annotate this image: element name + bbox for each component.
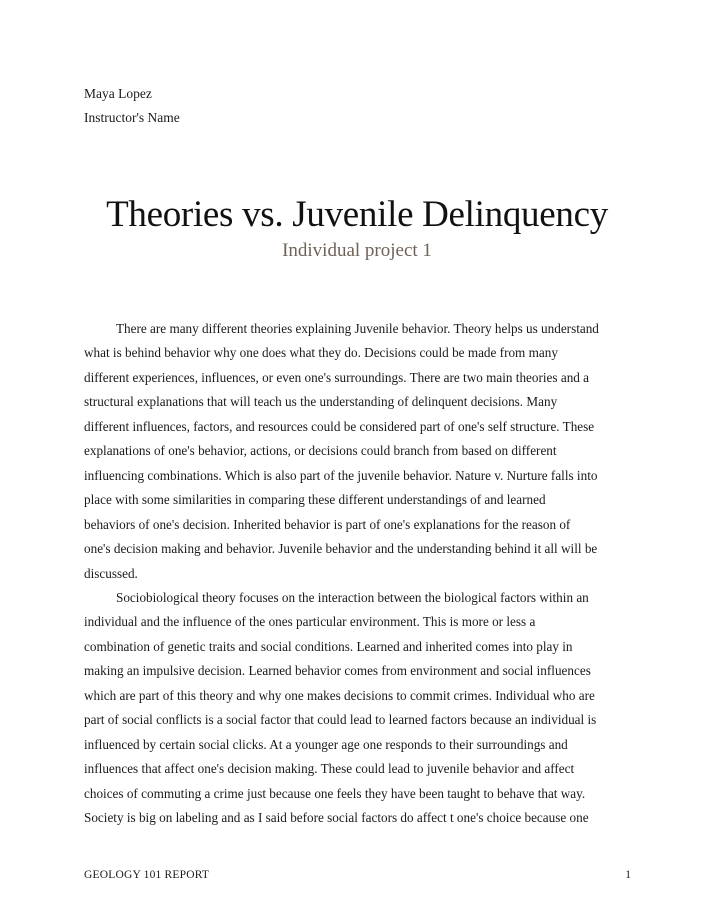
paragraph-line: combination of genetic traits and social conditions. Learned and inherited comes into play in <box>84 638 573 654</box>
footer-page-number: 1 <box>625 869 631 881</box>
paragraph-line: part of social conflicts is a social factor that could lead to learned factors because an individual is <box>84 712 597 728</box>
document-subtitle: Individual project 1 <box>282 240 432 261</box>
paragraph-line: choices of commuting a crime just because one feels they have been taught to behave that way. <box>84 785 586 801</box>
paragraph-line: discussed. <box>84 565 138 581</box>
paragraph-line: one's decision making and behavior. Juvenile behavior and the understanding behind it all will be <box>84 541 598 557</box>
paragraph-line: which are part of this theory and why one makes decisions to commit crimes. Individual who are <box>84 687 595 703</box>
paragraph-line: influencing combinations. Which is also part of the juvenile behavior. Nature v. Nurture falls into <box>84 467 598 483</box>
body-text <box>84 317 632 831</box>
paragraph-line: There are many different theories explaining Juvenile behavior. Theory helps us understand <box>116 321 599 336</box>
paragraph-line: explanations of one's behavior, actions, or decisions could branch from based on different <box>84 443 557 459</box>
paragraph-line: making an impulsive decision. Learned behavior comes from environment and social influences <box>84 663 591 679</box>
paragraph-line: Society is big on labeling and as I said before social factors do affect t one's choice because one <box>84 810 589 826</box>
instructor-name: Instructor's Name <box>84 110 180 125</box>
paragraph-line: influenced by certain social clicks. At a younger age one responds to their surroundings and <box>84 736 568 752</box>
paragraph-line: influences that affect one's decision making. These could lead to juvenile behavior and affect <box>84 761 575 777</box>
paragraph-line: what is behind behavior why one does what they do. Decisions could be made from many <box>84 345 558 361</box>
author-name: Maya Lopez <box>84 86 152 101</box>
paragraph-line: different influences, factors, and resources could be considered part of one's self structure. These <box>84 418 595 434</box>
paragraph-line: place with some similarities in comparing these different understandings of and learned <box>84 492 546 508</box>
document-title: Theories vs. Juvenile Delinquency <box>106 194 608 235</box>
paragraph-line: behaviors of one's decision. Inherited behavior is part of one's explanations for the reason of <box>84 516 571 532</box>
paragraph-line: structural explanations that will teach us the understanding of delinquent decisions. Many <box>84 394 558 410</box>
paragraph-line: individual and the influence of the ones particular environment. This is more or less a <box>84 614 536 630</box>
paragraph-line: Sociobiological theory focuses on the interaction between the biological factors within an <box>116 589 589 605</box>
paragraph-line: different experiences, influences, or even one's surroundings. There are two main theories and a <box>84 369 590 385</box>
author-block <box>84 82 180 130</box>
footer-course-label: GEOLOGY 101 REPORT <box>84 869 210 881</box>
